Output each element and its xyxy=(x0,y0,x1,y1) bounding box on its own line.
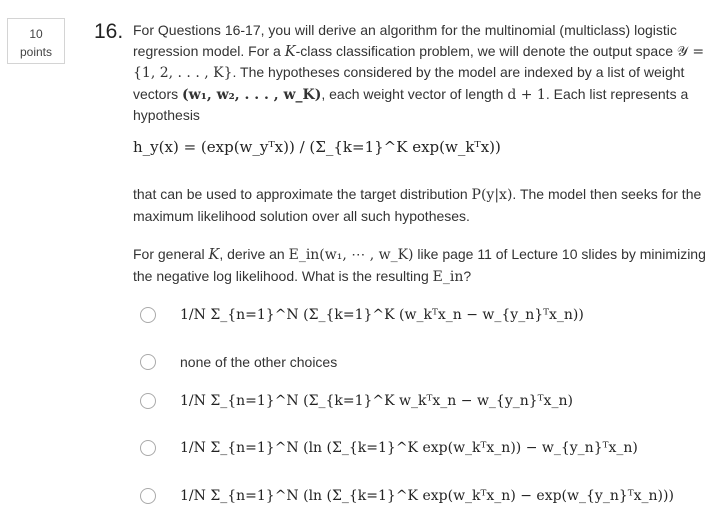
option-label: 1/N Σ_{n=1}^N (ln (Σ_{k=1}^K exp(w_kᵀx_n)) − w_{y_n}ᵀx_n) xyxy=(180,440,638,456)
math-output-space: 𝒴 = {1, 2, . . . , K} xyxy=(133,43,705,81)
math-P-y-given-x: P(y|x) xyxy=(471,187,513,203)
hypothesis-formula: h_y(x) = (exp(w_yᵀx)) / (Σ_{k=1}^K exp(w_kᵀx)) xyxy=(133,138,501,156)
math-ein-args: E_in(w₁, ⋯ , w_K) xyxy=(288,247,414,263)
radio-button[interactable] xyxy=(140,393,156,409)
answer-option-1[interactable] xyxy=(140,301,584,329)
radio-button[interactable] xyxy=(140,307,156,323)
option-label: none of the other choices xyxy=(180,354,338,370)
option-label: 1/N Σ_{n=1}^N (Σ_{k=1}^K w_kᵀx_n − w_{y_n}ᵀx_n) xyxy=(180,393,573,409)
paragraph-derive-ein: For general K, derive an E_in(w₁, ⋯ , w_K) like page 11 of Lecture 10 slides by minimizing the negative log likelihood. What is the resulting E_in? xyxy=(133,246,706,285)
radio-button[interactable] xyxy=(140,488,156,504)
radio-button[interactable] xyxy=(140,440,156,456)
answer-option-2[interactable] xyxy=(140,348,337,376)
paragraph-target-distribution: that can be used to approximate the target distribution P(y|x). The model then seeks for the maximum likelihood solution over all such hypotheses. xyxy=(133,186,702,224)
points-label: points xyxy=(19,45,53,59)
option-label: 1/N Σ_{n=1}^N (ln (Σ_{k=1}^K exp(w_kᵀx_n) − exp(w_{y_n}ᵀx_n))) xyxy=(180,488,674,504)
answer-option-5[interactable] xyxy=(140,482,674,510)
answer-option-4[interactable] xyxy=(140,434,638,462)
math-d-plus-1: d + 1 xyxy=(507,86,546,103)
math-ein: E_in xyxy=(432,268,464,285)
points-value: 10 xyxy=(29,27,43,41)
question-stem: For Questions 16-17, you will derive an algorithm for the multinomial (multiclass) logistic regression model. For a K-class classification problem, we will denote the output space 𝒴 = {1, 2, . . . , K}. The hypotheses considered by the model are indexed by a list of weight vectors (w₁, w₂, . . . , w_K), each weight vector of length d + 1. Each list represents a hypothesis xyxy=(133,22,705,123)
points-box xyxy=(7,18,65,64)
answer-option-3[interactable] xyxy=(140,387,573,415)
option-label: 1/N Σ_{n=1}^N (Σ_{k=1}^K (w_kᵀx_n − w_{y_n}ᵀx_n)) xyxy=(180,307,584,323)
math-K: K xyxy=(284,43,296,60)
radio-button[interactable] xyxy=(140,354,156,370)
question-number: 16. xyxy=(94,20,124,43)
math-weight-list: (w₁, w₂, . . . , w_K) xyxy=(182,86,322,103)
